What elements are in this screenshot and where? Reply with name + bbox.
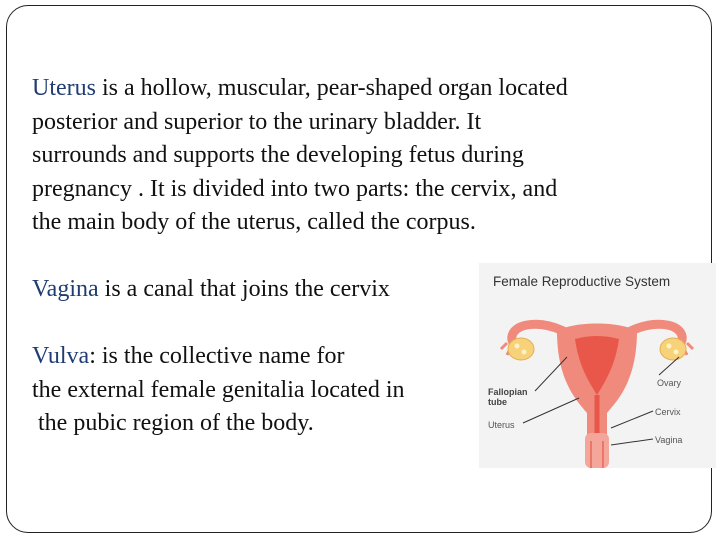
vagina-shape [585, 433, 609, 468]
cervix-pointer [611, 411, 653, 428]
vagina-label: Vagina [655, 435, 683, 445]
vagina-text: is a canal that joins the cervix [98, 276, 390, 302]
reproductive-system-figure [479, 263, 716, 468]
vulva-term: Vulva [32, 343, 90, 369]
uterus-paragraph [32, 72, 692, 240]
right-ovary [660, 338, 686, 360]
uterus-term: Uterus [32, 75, 96, 101]
uterus-line-2: posterior and superior to the urinary bladder. It [32, 108, 482, 135]
fallopian-tube-label: Fallopian tube [488, 387, 528, 407]
cervix-label: Cervix [655, 407, 681, 417]
fallopian-pointer [535, 357, 567, 391]
vulva-line-1: : is the collective name for [89, 343, 345, 369]
ovary-label: Ovary [657, 378, 682, 388]
uterus-label: Uterus [488, 420, 515, 430]
left-ovary [508, 338, 534, 360]
figure-title: Female Reproductive System [493, 274, 671, 289]
uterus-line-5: the main body of the uterus, called the corpus. [32, 209, 476, 235]
uterus-line-3: surrounds and supports the developing fetus during [32, 142, 524, 168]
uterus-line-4: pregnancy . It is divided into two parts: the cervix, and [32, 175, 558, 202]
vagina-pointer [611, 439, 653, 445]
vulva-line-3: the pubic region of the body. [38, 410, 314, 436]
vagina-paragraph [32, 273, 472, 307]
vagina-term: Vagina [32, 276, 99, 302]
vulva-paragraph [32, 340, 482, 441]
uterus-line-1: is a hollow, muscular, pear-shaped organ located [95, 75, 568, 101]
vulva-line-2: the external female genitalia located in [32, 376, 405, 403]
